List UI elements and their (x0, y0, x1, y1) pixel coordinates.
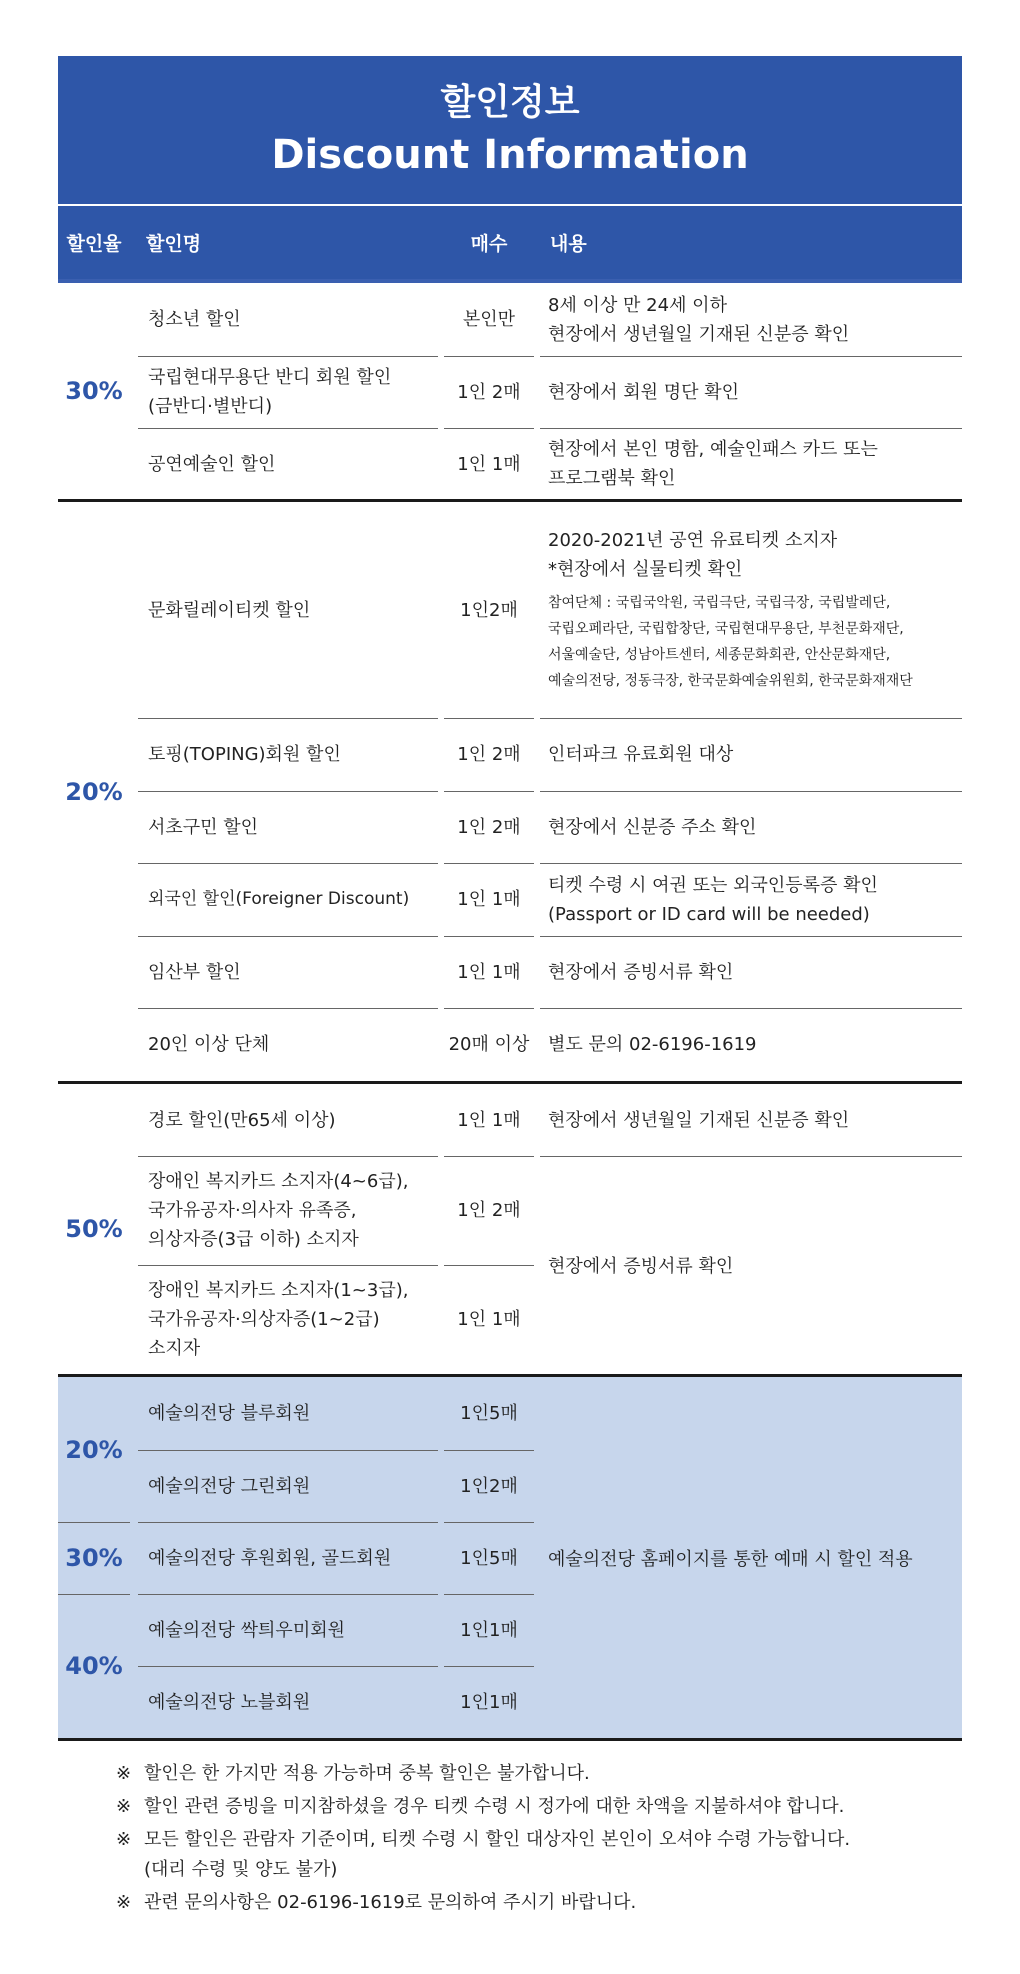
notes (58, 1759, 962, 1918)
discount-name: 경로 할인(만65세 이상) (148, 1109, 336, 1131)
section-50 (58, 1081, 962, 1374)
note-item (116, 1888, 962, 1918)
merged-desc: 예술의전당 홈페이지를 통한 예매 시 할인 적용 (548, 1548, 913, 1570)
note-item (116, 1792, 962, 1822)
merged-desc: 현장에서 증빙서류 확인 (548, 1256, 734, 1277)
discount-qty: 1인 2매 (457, 816, 521, 838)
table-row (58, 863, 962, 936)
participants-line: 예술의전당, 정동극장, 한국문화예술위원회, 한국문화재재단 (548, 673, 913, 689)
discount-name: 공연예술인 할인 (148, 453, 276, 475)
header-desc: 내용 (550, 233, 587, 255)
table-row (58, 283, 962, 356)
note-text: 모든 할인은 관람자 기준이며, 티켓 수령 시 할인 대상자인 본인이 오셔야 수령 가능합니다. (144, 1829, 851, 1850)
section-20 (58, 499, 962, 1081)
discount-qty: 1인 1매 (457, 1309, 521, 1330)
discount-desc-line: 8세 이상 만 24세 이하 (548, 294, 727, 316)
discount-name-line: 장애인 복지카드 소지자(1~3급), (148, 1280, 409, 1301)
discount-qty: 본인만 (462, 309, 516, 330)
discount-qty: 1인1매 (460, 1691, 518, 1713)
discount-desc: 현장에서 신분증 주소 확인 (548, 816, 757, 838)
rate-label: 30% (65, 377, 123, 405)
section-membership (58, 1374, 962, 1738)
note-mark: ※ (116, 1892, 132, 1913)
title-english: Discount Information (271, 132, 749, 178)
discount-desc: 현장에서 증빙서류 확인 (548, 961, 734, 983)
discount-name: 예술의전당 노블회원 (148, 1691, 311, 1713)
discount-desc-line: 2020-2021년 공연 유료티켓 소지자 (548, 530, 838, 551)
discount-name-line: 장애인 복지카드 소지자(4~6급), (148, 1171, 409, 1192)
discount-name-line: 의상자증(3급 이하) 소지자 (148, 1229, 359, 1250)
discount-name-line: 소지자 (148, 1338, 201, 1359)
discount-name-line: 국가유공자·의상자증(1~2급) (148, 1309, 380, 1330)
discount-info-table (58, 56, 962, 1921)
discount-name: 문화릴레이티켓 할인 (148, 599, 311, 621)
discount-desc: 인터파크 유료회원 대상 (548, 744, 734, 765)
table-row (58, 936, 962, 1008)
rate-label: 20% (65, 1435, 123, 1464)
discount-qty: 1인5매 (460, 1403, 518, 1424)
table-row (58, 1008, 962, 1081)
discount-name-line: 국가유공자·의사자 유족증, (148, 1200, 357, 1221)
header-qty: 매수 (470, 233, 508, 255)
discount-name: 예술의전당 그린회원 (148, 1475, 311, 1497)
discount-desc-line: (Passport or ID card will be needed) (548, 903, 870, 925)
table-row (58, 428, 962, 500)
table-row (58, 356, 962, 428)
rate-label: 20% (65, 777, 123, 806)
discount-qty: 20매 이상 (448, 1034, 530, 1055)
discount-name: 예술의전당 싹틔우미회원 (148, 1619, 345, 1641)
participants-line: 서울예술단, 성남아트센터, 세종문화회관, 안산문화재단, (548, 647, 891, 663)
discount-qty: 1인 1매 (457, 453, 521, 475)
discount-qty: 1인 1매 (457, 889, 521, 910)
discount-desc-line: *현장에서 실물티켓 확인 (548, 559, 743, 580)
rate-label: 30% (65, 1544, 123, 1572)
note-mark: ※ (116, 1763, 132, 1784)
rate-label: 50% (65, 1215, 123, 1243)
discount-qty: 1인 2매 (457, 1200, 521, 1221)
note-item (116, 1759, 962, 1789)
discount-name: 20인 이상 단체 (148, 1034, 270, 1055)
note-text: 관련 문의사항은 02-6196-1619로 문의하여 주시기 바랍니다. (144, 1892, 637, 1913)
discount-name-line: (금반디·별반디) (148, 396, 273, 417)
table-row (58, 791, 962, 863)
discount-desc: 현장에서 생년월일 기재된 신분증 확인 (548, 1109, 850, 1131)
discount-name-line: 국립현대무용단 반디 회원 할인 (148, 367, 392, 388)
table-row (58, 718, 962, 791)
header-name: 할인명 (146, 233, 202, 255)
discount-qty: 1인 1매 (457, 1109, 521, 1131)
rate-label: 40% (65, 1652, 123, 1680)
discount-qty: 1인1매 (460, 1619, 518, 1641)
note-item (116, 1825, 962, 1855)
discount-qty: 1인 1매 (457, 961, 521, 983)
table-row (58, 502, 962, 718)
discount-desc: 별도 문의 02-6196-1619 (548, 1034, 757, 1055)
discount-name: 외국인 할인(Foreigner Discount) (148, 889, 410, 909)
discount-name: 서초구민 할인 (148, 816, 259, 838)
section-30 (58, 279, 962, 499)
title-korean: 할인정보 (440, 82, 580, 123)
participants-line: 참여단체 : 국립국악원, 국립극단, 국립극장, 국립발레단, (548, 595, 891, 611)
discount-desc-line: 프로그램북 확인 (548, 468, 676, 489)
header-rate: 할인율 (66, 233, 122, 255)
discount-name: 임산부 할인 (148, 961, 241, 983)
discount-name: 토핑(TOPING)회원 할인 (148, 744, 341, 765)
participants-line: 국립오페라단, 국립합창단, 국립현대무용단, 부천문화재단, (548, 621, 904, 637)
discount-desc-line: 현장에서 본인 명함, 예술인패스 카드 또는 (548, 439, 878, 460)
title-banner (58, 56, 962, 204)
discount-desc: 현장에서 회원 명단 확인 (548, 381, 740, 403)
note-text: 할인 관련 증빙을 미지참하셨을 경우 티켓 수령 시 정가에 대한 차액을 지불하셔야 합니다. (144, 1796, 845, 1817)
note-mark: ※ (116, 1829, 132, 1850)
discount-qty: 1인2매 (460, 1475, 518, 1497)
table-row (58, 1084, 962, 1156)
discount-qty: 1인2매 (460, 599, 518, 621)
discount-qty: 1인 2매 (457, 381, 521, 403)
discount-name: 예술의전당 후원회원, 골드회원 (148, 1547, 392, 1569)
note-text: 할인은 한 가지만 적용 가능하며 중복 할인은 불가합니다. (144, 1763, 590, 1784)
discount-qty: 1인 2매 (457, 744, 521, 765)
table-header (58, 206, 962, 279)
note-sub: (대리 수령 및 양도 불가) (144, 1859, 338, 1880)
table-bottom-rule (58, 1738, 962, 1741)
discount-qty: 1인5매 (460, 1547, 518, 1569)
participants-list (548, 590, 913, 694)
discount-name: 청소년 할인 (148, 309, 241, 330)
discount-desc-line: 티켓 수령 시 여권 또는 외국인등록증 확인 (548, 874, 878, 896)
discount-name: 예술의전당 블루회원 (148, 1403, 311, 1424)
note-mark: ※ (116, 1796, 132, 1817)
discount-desc-line: 현장에서 생년월일 기재된 신분증 확인 (548, 323, 850, 345)
